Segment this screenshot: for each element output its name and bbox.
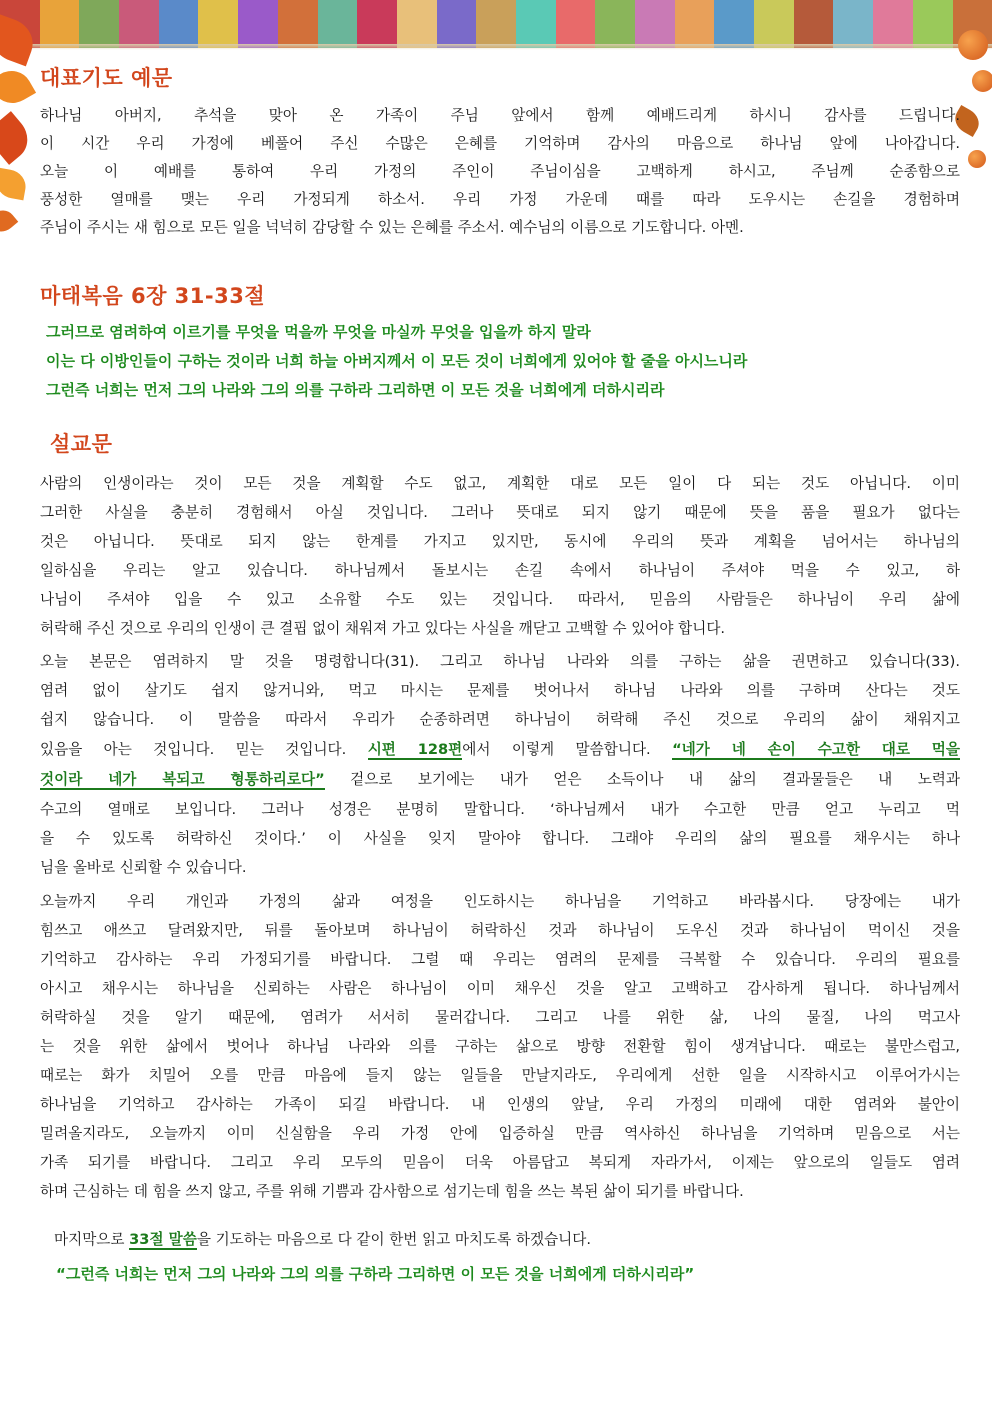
sermon-line: 오늘 본문은 염려하지 말 것을 명령합니다(31). 그리고 하나님 나라와 의를 구하는 삶을 권면하고 있습니다(33). [40, 653, 960, 670]
sermon-line: 나님이 주셔야 입을 수 있고 소유할 수도 있는 것입니다. 따라서, 믿음의 사람들은 하나님이 우리 삶에 [40, 591, 960, 608]
banner-stripe [635, 0, 675, 48]
sermon-line: 때로는 화가 치밀어 오를 만큼 마음에 들지 않는 일들을 만날지라도, 우리에게 선한 일을 시작하시고 이루어가시는 [40, 1067, 960, 1084]
banner-stripe [675, 0, 715, 48]
maple-leaf-icon [0, 205, 18, 237]
sermon-line: 것은 아닙니다. 뜻대로 되지 않는 한계를 가지고 있지만, 동시에 우리의 뜻과 계획을 넘어서는 하나님의 [40, 533, 960, 550]
sermon-line: 그러한 사실을 충분히 경험해서 아실 것입니다. 그러나 뜻대로 되지 않기 때문에 뜻을 품을 필요가 없다는 [40, 504, 960, 521]
banner-stripe [595, 0, 635, 48]
sermon-line: 허락해 주신 것으로 우리의 인생이 큰 결핍 없이 채워져 가고 있다는 사실을 깨닫고 고백할 수 있어야 합니다. [40, 620, 726, 637]
banner-stripe [119, 0, 159, 48]
scripture-verse-33: 그런즉 너희는 먼저 그의 나라와 그의 의를 구하라 그리하면 이 모든 것을 너희에게 더하시리라 [46, 381, 665, 399]
sermon-line: 는 것을 위한 삶에서 벗어나 하나님 나라와 의를 구하는 삶으로 방향 전환할 힘이 생겨납니다. 때로는 불만스럽고, [40, 1038, 960, 1055]
prayer-line: 이 시간 우리 가정에 베풀어 주신 수많은 은혜를 기억하며 감사의 마음으로 하나님 앞에 나아갑니다. [40, 135, 960, 152]
banner-stripe [516, 0, 556, 48]
closing-instruction [54, 1226, 591, 1254]
psalm-quote: “네가 네 손이 수고한 대로 먹을 [672, 741, 960, 758]
banner-stripe [198, 0, 238, 48]
prayer-heading: 대표기도 예문 [40, 66, 173, 90]
maple-leaf-icon [0, 168, 28, 201]
closing-verse: “그런즉 너희는 먼저 그의 나라와 그의 의를 구하라 그리하면 이 모든 것을 너희에게 더하시리라” [56, 1265, 695, 1283]
sermon-line: 님을 올바로 신뢰할 수 있습니다. [40, 859, 247, 876]
persimmon-icon [972, 70, 992, 92]
sermon-text: 있음을 아는 것입니다. 믿는 것입니다. [40, 741, 368, 758]
decorative-banner [0, 0, 992, 48]
closing-text: 을 기도하는 마음으로 다 같이 한번 읽고 마치도록 하겠습니다. [196, 1231, 592, 1248]
prayer-line: 주님이 주시는 새 힘으로 모든 일을 넉넉히 감당할 수 있는 은혜를 주소서. 예수님의 이름으로 기도합니다. 아멘. [40, 219, 744, 236]
sermon-line: 기억하고 감사하는 우리 가정되기를 바랍니다. 그럴 때 우리는 염려의 문제를 극복할 수 있습니다. 우리의 필요를 [40, 951, 960, 968]
persimmon-icon [958, 30, 988, 60]
sermon-line: 힘쓰고 애쓰고 달려왔지만, 뒤를 돌아보며 하나님이 허락하신 것과 하나님이 도우신 것과 하나님이 먹이신 것을 [40, 922, 960, 939]
maple-leaf-icon [0, 14, 40, 67]
banner-edge [0, 44, 992, 50]
banner-stripe [278, 0, 318, 48]
scripture-verse-31: 그러므로 염려하여 이르기를 무엇을 먹을까 무엇을 마실까 무엇을 입을까 하지 말라 [46, 323, 591, 341]
persimmon-icon [968, 150, 986, 168]
banner-stripe [833, 0, 873, 48]
prayer-line: 하나님 아버지, 추석을 맞아 온 가족이 주님 앞에서 함께 예배드리게 하시니 감사를 드립니다. [40, 107, 960, 124]
sermon-text: 에서 이렇게 말씀합니다. [462, 741, 673, 758]
banner-stripe [794, 0, 834, 48]
banner-stripe [437, 0, 477, 48]
sermon-line: 하나님을 기억하고 감사하는 가족이 되길 바랍니다. 내 인생의 앞날, 우리 가정의 미래에 대한 염려와 불안이 [40, 1096, 960, 1113]
banner-stripe [556, 0, 596, 48]
sermon-line: 가족 되기를 바랍니다. 그리고 우리 모두의 믿음이 더욱 아름답고 복되게 자라가서, 이제는 앞으로의 일들도 염려 [40, 1154, 960, 1171]
banner-stripe [754, 0, 794, 48]
sermon-line-with-quote [40, 766, 960, 795]
sermon-line: 염려 없이 살기도 쉽지 않거니와, 먹고 마시는 문제를 벗어나서 하나님 나라와 의를 구하며 산다는 것도 [40, 682, 960, 699]
banner-stripe [79, 0, 119, 48]
banner-stripe [397, 0, 437, 48]
sermon-line: 쉽지 않습니다. 이 말씀을 따라서 우리가 순종하려면 하나님이 허락해 주신 것으로 우리의 삶이 채워지고 [40, 711, 960, 728]
sermon-line: 수고의 열매로 보입니다. 그러나 성경은 분명히 말합니다. ‘하나님께서 내가 수고한 만큼 얻고 누리고 먹 [40, 801, 960, 818]
prayer-line: 풍성한 열매를 맺는 우리 가정되게 하소서. 우리 가정 가운데 때를 따라 도우시는 손길을 경험하며 [40, 191, 960, 208]
banner-stripe [357, 0, 397, 48]
psalm-reference: 시편 128편 [367, 741, 463, 758]
closing-text: 마지막으로 [54, 1231, 130, 1248]
sermon-line: 아시고 채우시는 하나님을 신뢰하는 사람은 하나님이 이미 채우신 것을 알고 고백하고 감사하게 됩니다. 하나님께서 [40, 980, 960, 997]
psalm-quote-continued: 것이라 네가 복되고 형통하리로다” [40, 771, 325, 788]
scripture-heading: 마태복음 6장 31-33절 [40, 284, 266, 308]
banner-stripe [873, 0, 913, 48]
sermon-line: 일하심을 우리는 알고 있습니다. 하나님께서 돌보시는 손길 속에서 하나님이 주셔야 먹을 수 있고, 하 [40, 562, 960, 579]
sermon-line-with-reference [40, 736, 960, 765]
banner-stripe [238, 0, 278, 48]
scripture-verse-32: 이는 다 이방인들이 구하는 것이라 너희 하늘 아버지께서 이 모든 것이 너희에게 있어야 할 줄을 아시느니라 [46, 352, 748, 370]
banner-stripe [476, 0, 516, 48]
banner-stripe [913, 0, 953, 48]
maple-leaf-icon [0, 111, 37, 165]
banner-stripe [318, 0, 358, 48]
verse-33-reference: 33절 말씀 [129, 1231, 197, 1248]
sermon-line: 오늘까지 우리 개인과 가정의 삶과 여정을 인도하시는 하나님을 기억하고 바라봅시다. 당장에는 내가 [40, 893, 960, 910]
sermon-line: 허락하실 것을 알기 때문에, 염려가 서서히 물러갑니다. 그리고 나를 위한 삶, 나의 물질, 나의 먹고사 [40, 1009, 960, 1026]
sermon-text: 겉으로 보기에는 내가 얻은 소득이나 내 삶의 결과물들은 내 노력과 [324, 771, 960, 788]
sermon-line: 밀려올지라도, 오늘까지 이미 신실함을 우리 가정 안에 입증하실 만큼 역사하신 하나님을 기억하며 믿음으로 서는 [40, 1125, 960, 1142]
sermon-line: 하며 근심하는 데 힘을 쓰지 않고, 주를 위해 기쁨과 감사함으로 섬기는데 힘을 쓰는 복된 삶이 되기를 바랍니다. [40, 1183, 744, 1200]
banner-stripe [714, 0, 754, 48]
banner-stripe [159, 0, 199, 48]
maple-leaf-icon [0, 63, 36, 110]
sermon-line: 을 수 있도록 허락하신 것이다.’ 이 사실을 잊지 말아야 합니다. 그래야 우리의 삶의 필요를 채우시는 하나 [40, 830, 960, 847]
prayer-line: 오늘 이 예배를 통하여 우리 가정의 주인이 주님이심을 고백하게 하시고, 주님께 순종함으로 [40, 163, 960, 180]
sermon-heading: 설교문 [50, 432, 113, 456]
sermon-line: 사람의 인생이라는 것이 모든 것을 계획할 수도 없고, 계획한 대로 모든 일이 다 되는 것도 아닙니다. 이미 [40, 475, 960, 492]
